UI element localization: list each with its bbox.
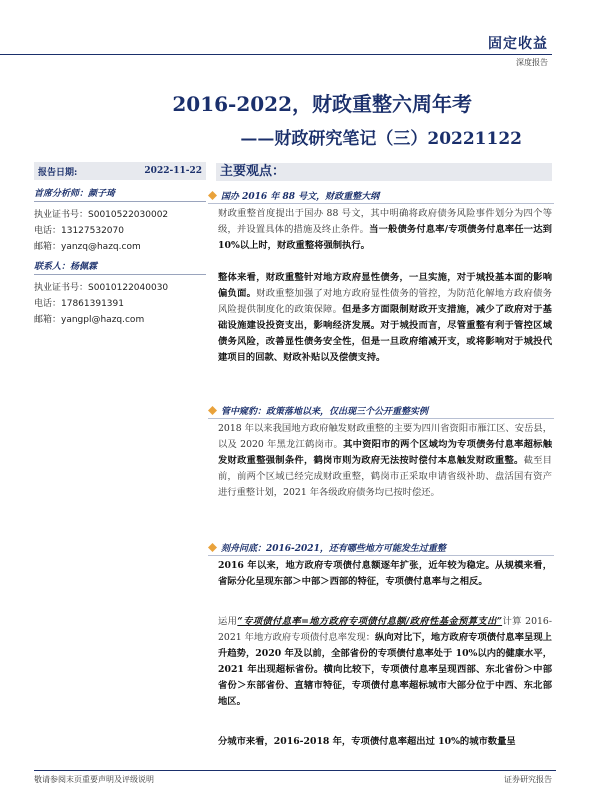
- main-points-header: [216, 163, 552, 181]
- section-heading: [208, 541, 554, 554]
- section-heading-text: 管中窥豹：政策落地以来，仅出现三个公开重整实例: [221, 407, 429, 417]
- section-heading: [208, 189, 554, 202]
- paragraph: [218, 614, 552, 710]
- section-heading-text: 国办 2016 年 88 号文，财政重整大纲: [221, 192, 380, 202]
- diamond-bullet-icon: [208, 543, 217, 552]
- analyst-cert: 执业证书号：S0010522030002: [34, 209, 169, 220]
- section-heading: [208, 404, 554, 417]
- paragraph: [218, 206, 552, 254]
- paragraph-text: 计算 2016-2021 年地方政府专项债付息率发现：: [218, 616, 552, 643]
- paragraph-bold: 分城市来看，2016-2018 年，专项债付息率超出过 10%的城市数量呈: [218, 736, 516, 747]
- paragraph-text: 财政重整首度提出于国办 88 号文，其中明确将政府债务风险事件划分为四个等级，并设置具体的措施及终止条件。: [218, 208, 552, 235]
- analyst-phone: 电话：13127532070: [34, 225, 124, 236]
- contact-phone: 电话：17861391391: [34, 298, 124, 309]
- sidebar-divider: [34, 274, 206, 275]
- footer-divider: [34, 770, 556, 771]
- paragraph-text: 2018 年以来我国地方政府触发财政重整的主要为四川省资阳市雁江区、安岳县，以及 2020 年黑龙江鹤岗市。: [218, 423, 552, 450]
- sidebar-divider: [34, 201, 206, 202]
- report-category: 固定收益: [488, 36, 548, 52]
- paragraph-bold: 整体来看，财政重整针对地方政府显性债务，一旦实施，对于城投基本面的影响偏负面。: [218, 272, 552, 299]
- analyst-email[interactable]: 邮箱：yanzq@hazq.com: [34, 241, 141, 252]
- report-date-label: 报告日期:: [38, 167, 78, 178]
- paragraph: [218, 421, 552, 501]
- paragraph-bold: 2016 年以来，地方政府专项债付息额逐年扩张，近年较为稳定。从规模来看，省际分化呈现东部＞中部＞西部的特征，专项债付息率与之相反。: [218, 560, 552, 587]
- footer-label: 证券研究报告: [504, 775, 552, 784]
- header-divider: [0, 54, 552, 55]
- section-divider: [208, 555, 554, 556]
- analyst-name: 首席分析师：颜子琦: [34, 189, 116, 199]
- report-date: 2022-11-22: [144, 166, 202, 176]
- page-subtitle: ——财政研究笔记（三）20221122: [240, 129, 522, 149]
- paragraph-text: 截至目前，前两个区域已经完成财政重整，鹤岗市正采取申请省级补助、盘活国有资产进行重整计划，2021 年各级政府债务均已按时偿还。: [218, 455, 552, 498]
- diamond-bullet-icon: [208, 191, 217, 200]
- paragraph-text: 运用: [218, 616, 238, 627]
- sidebar: [34, 162, 206, 326]
- section-divider: [208, 418, 554, 419]
- section-heading-text: 刻舟问底：2016-2021，还有哪些地方可能发生过重整: [221, 544, 446, 554]
- report-subcategory: 深度报告: [516, 58, 548, 67]
- paragraph: [218, 270, 552, 366]
- contact-name: 联系人：杨佩霖: [34, 262, 98, 272]
- paragraph-bold: 其中资阳市的两个区域均为专项债务付息率超标触发财政重整强制条件，鹤岗市则为政府无法按时偿付本息触发财政重整。: [218, 439, 552, 466]
- footer-disclaimer: 敬请参阅末页重要声明及评级说明: [34, 775, 154, 784]
- contact-cert: 执业证书号：S0010122040030: [34, 282, 169, 293]
- contact-email[interactable]: 邮箱：yangpl@hazq.com: [34, 314, 145, 325]
- report-date-bar: [34, 162, 206, 180]
- page-title: 2016-2022，财政重整六周年考: [172, 92, 472, 116]
- main-points-title: 主要观点：: [220, 164, 286, 179]
- paragraph: [218, 734, 552, 750]
- paragraph-text: 财政重整加强了对地方政府显性债务的管控，为防范化解地方政府债务风险提供制度化的政策保障。: [218, 288, 552, 315]
- paragraph-bold: 纵向对比下，地方政府专项债付息率呈现上升趋势，2020 年及以前，全部省份的专项债付息率处于 10%以内的健康水平，2021 年出现超标省份。横向比较下，专项债付息率呈现西部、东北省份＞中部省份＞东部省份、直辖市特征，专项债付息率超标城市大部分位于中西、东北部地区。: [218, 632, 552, 707]
- paragraph-bold: 当一般债务付息率/专项债务付息率任一达到 10%以上时，财政重整将强制执行。: [218, 224, 552, 251]
- diamond-bullet-icon: [208, 406, 217, 415]
- paragraph-bold: 但是多方面限制财政开支措施，减少了政府对于基础设施建设投资支出，影响经济发展。对于城投而言，尽管重整有利于管控区域债务风险，改善显性债务安全性，但是一旦政府缩减开支，或将影响对于城投代建项目的回款、财政补贴以及偿债支持。: [218, 304, 552, 363]
- formula-text: “专项债付息率=地方政府专项债付息额/政府性基金预算支出”: [237, 616, 503, 627]
- section-divider: [208, 203, 554, 204]
- paragraph: [218, 558, 552, 590]
